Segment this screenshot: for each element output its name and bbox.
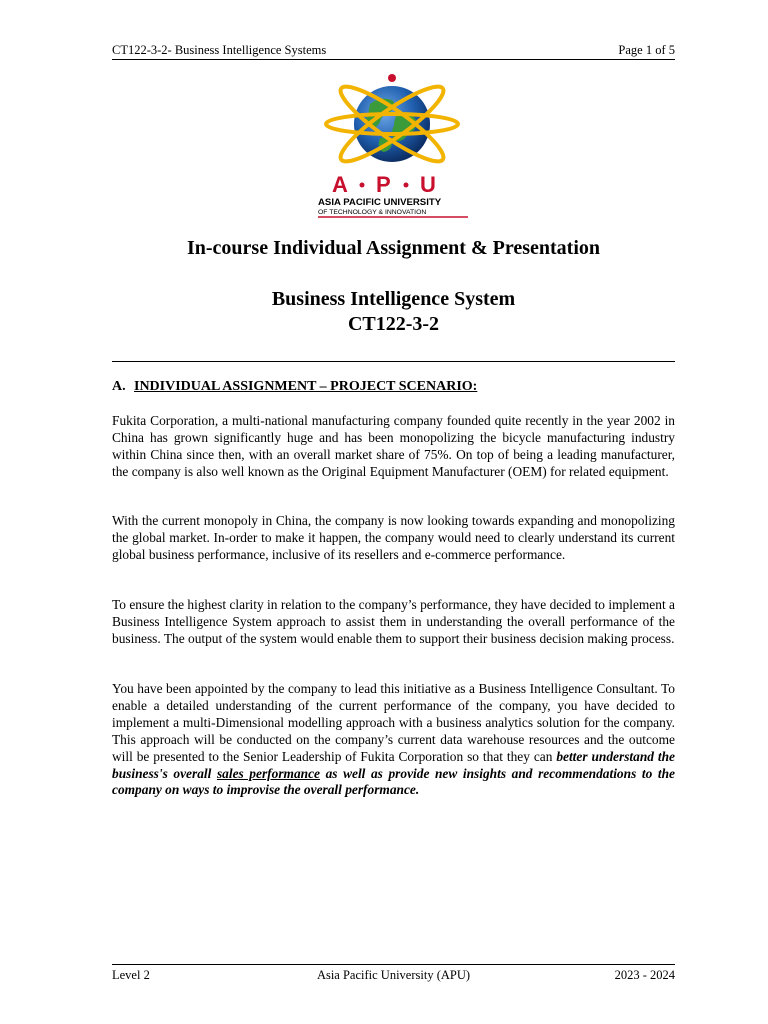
footer-level: Level 2: [112, 968, 150, 982]
subject-title: Business Intelligence System: [271, 288, 516, 310]
logo-letter-a: A: [332, 172, 348, 197]
page-header: [112, 43, 675, 60]
page-footer: [112, 964, 675, 983]
logo-dot: [404, 183, 409, 188]
footer-year: 2023 - 2024: [614, 968, 675, 982]
paragraph-4-text: You have been appointed by the company to lead this initiative as a Business Intelligence Consultant. To enable a detailed understanding of the current performance of the company, you have decided to implement a multi-Dimensional modelling approach with a business analytics solution for the company. This approach will be conducted on the company’s current data warehouse resources and the outcome will be presented to the Senior Leadership of Fukita Corporation so that they can: [112, 681, 675, 764]
apu-logo-graphic: [310, 74, 470, 222]
header-page-number: Page 1 of 5: [618, 43, 675, 57]
logo-letter-u: U: [420, 172, 436, 197]
paragraph-4-emphasis: better understand the business's overall: [112, 748, 675, 781]
paragraph-1: Fukita Corporation, a multi-national manufacturing company founded quite recently in the year 2002 in China has grown significantly huge and has been monopolizing the bicycle manufacturing industry within China since then, with an overall market share of 75%. On top of being a leading manufacturer, the company is also well known as the Original Equipment Manufacturer (OEM) for related equipment.: [112, 413, 675, 479]
apu-logo: [310, 74, 470, 222]
paragraph-4-emphasis-end: as well as provide new insights and recommendations to the company on ways to improvise the overall performance.: [112, 765, 675, 798]
logo-line2: OF TECHNOLOGY & INNOVATION: [318, 209, 427, 216]
course-code: CT122-3-2: [347, 313, 440, 335]
section-number: A.: [112, 379, 126, 394]
paragraph-4-underlined: sales performance: [216, 765, 320, 781]
section-heading-text: INDIVIDUAL ASSIGNMENT – PROJECT SCENARIO:: [134, 379, 478, 394]
divider: [112, 361, 675, 362]
footer-university: Asia Pacific University (APU): [316, 968, 471, 982]
logo-dot: [360, 183, 365, 188]
assignment-title: In-course Individual Assignment & Presentation: [186, 237, 600, 259]
section-heading: [112, 379, 675, 395]
paragraph-3: To ensure the highest clarity in relation to the company’s performance, they have decided to implement a Business Intelligence System approach to assist them in understanding the overall performance of the business. The output of the system would enable them to support their business decision making process.: [112, 597, 675, 646]
header-course-title: CT122-3-2- Business Intelligence Systems: [112, 43, 327, 57]
logo-line1: ASIA PACIFIC UNIVERSITY: [318, 197, 442, 208]
paragraph-2: With the current monopoly in China, the company is now looking towards expanding and monopolizing the global market. In-order to make it happen, the company would need to clearly understand its current global business performance, inclusive of its resellers and e-commerce performance.: [112, 513, 675, 562]
globe-icon: [354, 86, 430, 162]
logo-letter-p: P: [376, 172, 391, 197]
paragraph-4: [112, 681, 675, 799]
orbit-dot: [388, 74, 396, 82]
